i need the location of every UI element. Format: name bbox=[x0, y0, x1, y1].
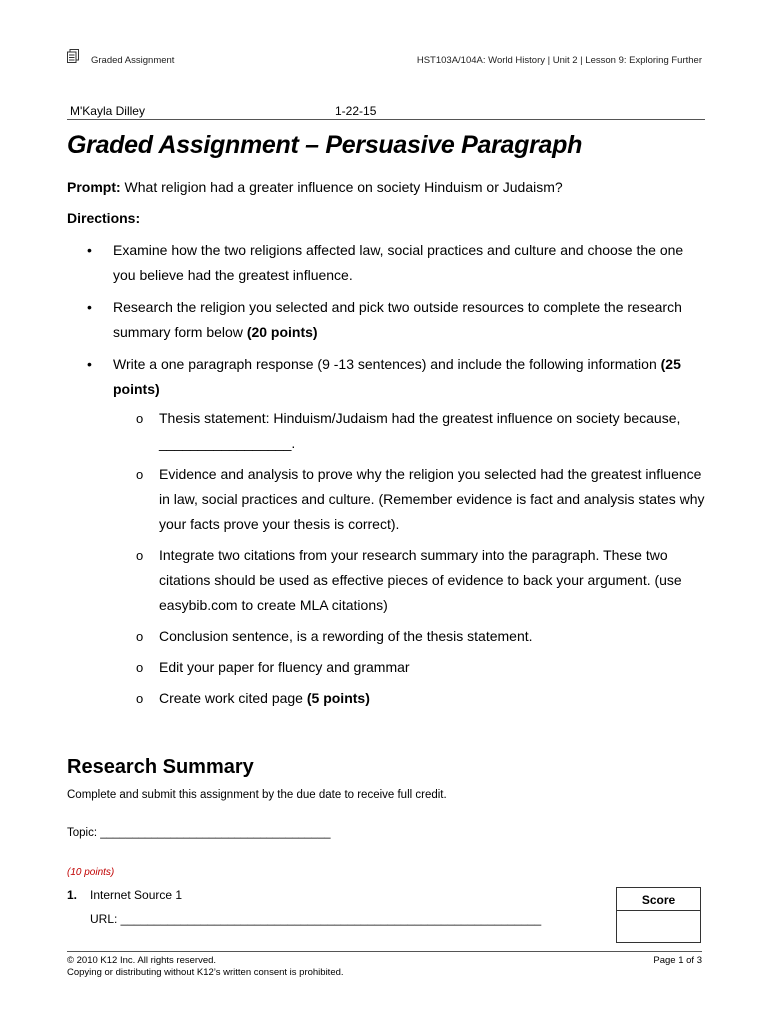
bullet-text: Write a one paragraph response (9 -13 sentences) and include the following information bbox=[113, 356, 661, 372]
sub-bullet-marker: o bbox=[136, 411, 144, 426]
student-info-row bbox=[67, 103, 705, 120]
source-label: Internet Source 1 bbox=[90, 888, 183, 902]
sub-bullet-marker: o bbox=[136, 629, 144, 644]
list-item bbox=[67, 352, 707, 711]
prompt-label: Prompt: bbox=[67, 179, 121, 195]
prompt-text: What religion had a greater influence on society Hinduism or Judaism? bbox=[120, 179, 563, 195]
sub-bullet-marker: o bbox=[136, 691, 144, 706]
list-item bbox=[67, 295, 707, 345]
paragraph-requirements-list bbox=[113, 406, 707, 711]
copyright-line-2: Copying or distributing without K12’s written consent is prohibited. bbox=[67, 967, 344, 978]
list-item bbox=[113, 655, 707, 680]
score-label: Score bbox=[617, 888, 700, 911]
topic-field[interactable]: Topic: ____________________________________ bbox=[67, 827, 331, 839]
bullet-points: (25 points) bbox=[113, 356, 681, 397]
directions-list bbox=[67, 238, 707, 718]
sub-item-text: Integrate two citations from your research summary into the paragraph. These two citations should be used as effective pieces of evidence to back your argument. (use easybib.com to create MLA citations) bbox=[159, 547, 682, 613]
header-left: Graded Assignment bbox=[91, 55, 175, 66]
copyright-line-1: © 2010 K12 Inc. All rights reserved. bbox=[67, 955, 217, 966]
sub-item-text: Thesis statement: Hinduism/Judaism had the greatest influence on society because, _________________. bbox=[159, 410, 681, 451]
list-item bbox=[113, 543, 707, 618]
prompt bbox=[67, 179, 563, 195]
list-item bbox=[67, 238, 707, 288]
sub-item-text: Create work cited page bbox=[159, 690, 307, 706]
list-item bbox=[113, 462, 707, 537]
url-field[interactable]: URL: _______________________________________________________________ bbox=[90, 912, 542, 926]
score-box bbox=[616, 887, 701, 943]
bullet-marker: • bbox=[87, 356, 92, 372]
list-item bbox=[113, 686, 707, 711]
bullet-marker: • bbox=[87, 242, 92, 258]
list-item bbox=[113, 406, 707, 456]
copyright-notice bbox=[67, 955, 344, 979]
sub-bullet-marker: o bbox=[136, 548, 144, 563]
points-note: (10 points) bbox=[67, 867, 115, 878]
footer-divider bbox=[67, 951, 702, 952]
directions-label: Directions: bbox=[67, 210, 141, 226]
student-name: M'Kayla Dilley bbox=[70, 104, 145, 118]
sub-item-text: Evidence and analysis to prove why the religion you selected had the greatest influence in law, social practices and culture. (Remember evidence is fact and analysis states why your facts prove your thesis is correct). bbox=[159, 466, 705, 532]
bullet-marker: • bbox=[87, 299, 92, 315]
sub-item-points: (5 points) bbox=[306, 690, 370, 706]
page-number: Page 1 of 3 bbox=[653, 955, 702, 966]
sub-bullet-marker: o bbox=[136, 467, 144, 482]
bullet-points: (20 points) bbox=[246, 324, 318, 340]
sub-bullet-marker: o bbox=[136, 660, 144, 675]
research-summary-heading: Research Summary bbox=[67, 756, 254, 778]
page-title: Graded Assignment – Persuasive Paragraph bbox=[67, 131, 583, 159]
header-course-info: HST103A/104A: World History | Unit 2 | Lesson 9: Exploring Further bbox=[416, 55, 702, 66]
bullet-text: Examine how the two religions affected law, social practices and culture and choose the one you believe had the greatest influence. bbox=[113, 242, 684, 283]
sub-item-text: Edit your paper for fluency and grammar bbox=[159, 659, 410, 675]
source-number: 1. bbox=[67, 888, 78, 902]
sub-item-text: Conclusion sentence, is a rewording of the thesis statement. bbox=[159, 628, 533, 644]
document-icon bbox=[67, 49, 79, 63]
list-item bbox=[113, 624, 707, 649]
submission-date: 1-22-15 bbox=[335, 104, 377, 118]
research-summary-instructions: Complete and submit this assignment by the due date to receive full credit. bbox=[67, 789, 447, 801]
bullet-text: Research the religion you selected and pick two outside resources to complete the research summary form below bbox=[113, 299, 682, 340]
